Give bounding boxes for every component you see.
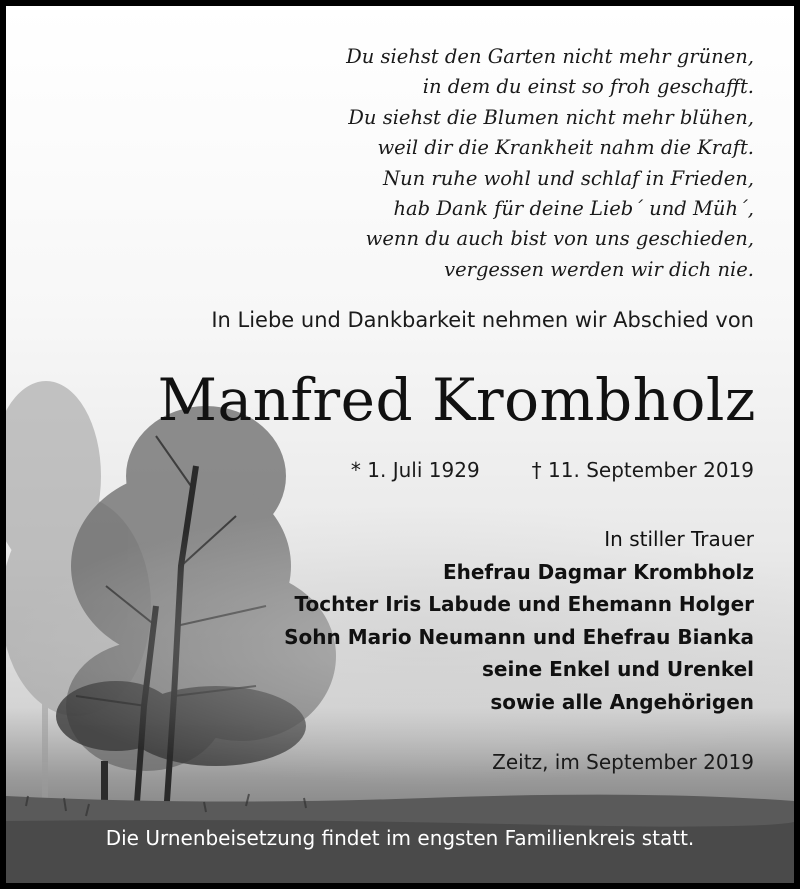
deceased-name: Manfred Krombholz (157, 366, 756, 434)
mourner-entry: seine Enkel und Urenkel (482, 657, 754, 681)
poem-line: Nun ruhe wohl und schlaf in Frieden, (383, 166, 754, 190)
mourners-heading: In stiller Trauer (604, 527, 754, 551)
mourner-entry: Sohn Mario Neumann und Ehefrau Bianka (284, 624, 754, 649)
poem-line: hab Dank für deine Lieb´ und Müh´, (393, 197, 754, 221)
farewell-intro: In Liebe und Dankbarkeit nehmen wir Abschied von (211, 308, 754, 332)
memorial-poem (346, 42, 754, 285)
place-and-date: Zeitz, im September 2019 (492, 750, 754, 774)
poem-line: in dem du einst so froh geschafft. (422, 75, 754, 99)
mourner-entry: sowie alle Angehörigen (490, 689, 754, 714)
birth-date: * 1. Juli 1929 (350, 458, 480, 482)
poem-line: wenn du auch bist von uns geschieden, (365, 227, 754, 251)
mourner-entry: Tochter Iris Labude und Ehemann Holger (294, 592, 754, 616)
poem-line: weil dir die Krankheit nahm die Kraft. (377, 136, 754, 160)
mourner-entry: Ehefrau Dagmar Krombholz (442, 559, 754, 584)
poem-line: Du siehst die Blumen nicht mehr blühen, (348, 105, 754, 129)
mourners-block (284, 523, 754, 718)
poem-line: vergessen werden wir dich nie. (444, 257, 754, 281)
poem-line: Du siehst den Garten nicht mehr grünen, (346, 45, 754, 68)
burial-note: Die Urnenbeisetzung findet im engsten Familienkreis statt. (105, 826, 695, 850)
life-dates (351, 458, 754, 482)
death-date: † 11. September 2019 (531, 458, 754, 482)
